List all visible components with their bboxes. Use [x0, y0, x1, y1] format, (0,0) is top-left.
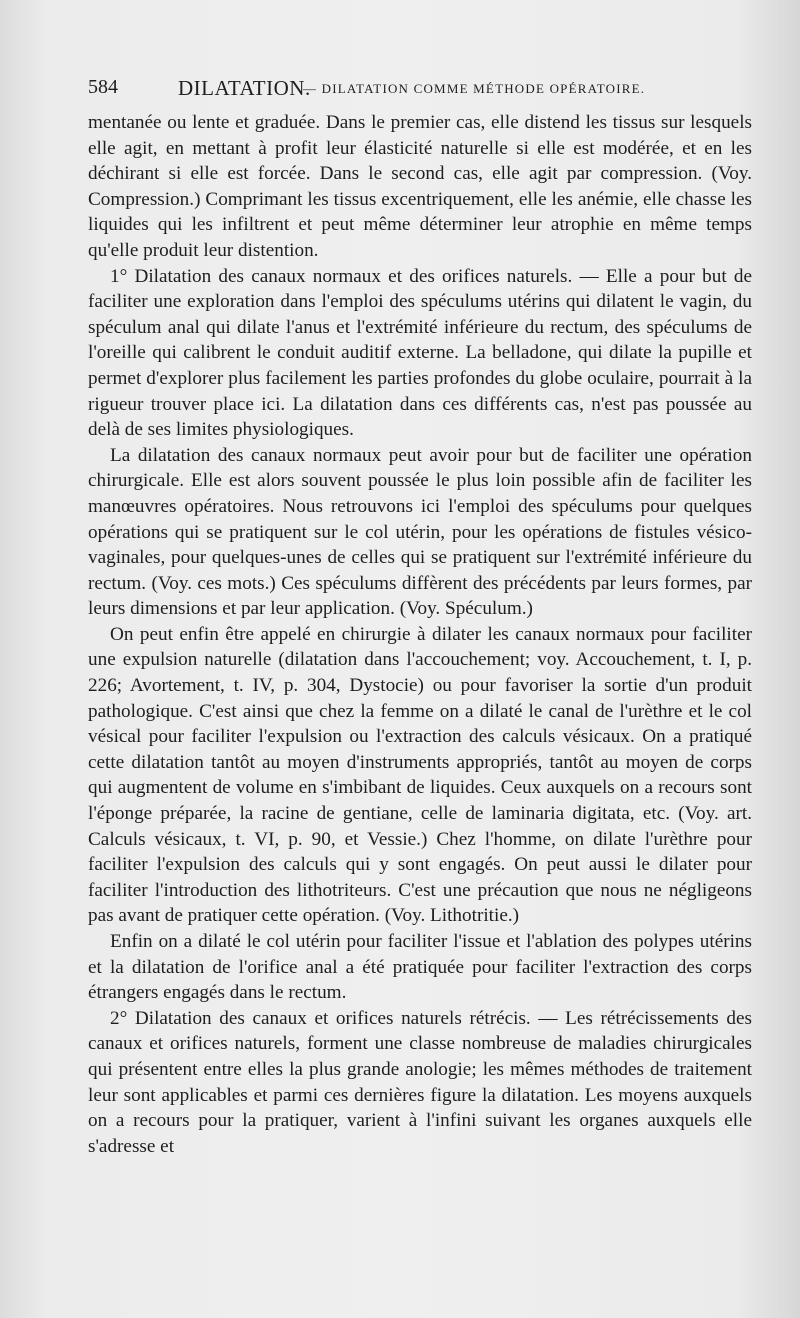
- paragraph-4: On peut enfin être appelé en chirurgie à dilater les canaux normaux pour faciliter une expulsion naturelle (dilatation dans l'accouchement; voy. Accouchement, t. I, p. 226; Avortement, t. IV, p. 304, Dystocie) ou pour favoriser la sortie d'un produit pathologique. C'est ainsi que chez la femme on a dilaté le canal de l'urèthre et le col vésical pour faciliter l'expulsion ou l'extraction des calculs vésicaux. On a pratiqué cette dilatation tantôt au moyen d'instruments appropriés, tantôt au moyen de corps qui augmentent de volume en s'imbibant de liquides. Ceux auxquels on a recours sont l'éponge préparée, la racine de gentiane, celle de laminaria digitata, etc. (Voy. art. Calculs vésicaux, t. VI, p. 90, et Vessie.) Chez l'homme, on dilate l'urèthre pour faciliter l'expulsion des calculs qui y sont engagés. On peut aussi le dilater pour faciliter l'introduction des lithotriteurs. C'est une précaution que nous ne négligeons pas avant de pratiquer cette opération. (Voy. Lithotritie.): [88, 623, 752, 927]
- page-number: 584: [88, 76, 118, 98]
- paragraph-6: 2° Dilatation des canaux et orifices naturels rétrécis. — Les rétrécissements des canaux et orifices naturels, forment une classe nombreuse de maladies chirurgicales qui présentent entre elles la plus grande anologie; les mêmes méthodes de traitement leur sont applicables et parmi ces dernières figure la dilatation. Les moyens auxquels on a recours pour la pratiquer, varient à l'infini suivant les organes auxquels elle s'adresse et: [88, 1007, 752, 1157]
- running-header: [88, 72, 758, 102]
- paragraph-1: mentanée ou lente et graduée. Dans le premier cas, elle distend les tissus sur lesquels elle agit, en mettant à profit leur élasticité naturelle si elle est modérée, et en les déchirant si elle est forcée. Dans le second cas, elle agit par compression. (Voy. Compression.) Comprimant les tissus excentriquement, elle les anémie, elle chasse les liquides qui les infiltrent et peut même déterminer leur atrophie en même temps qu'elle produit leur distention.: [88, 112, 752, 261]
- running-subtitle: — DILATATION COMME MÉTHODE OPÉRATOIRE.: [303, 81, 646, 96]
- paragraph-3: La dilatation des canaux normaux peut avoir pour but de faciliter une opération chirurgicale. Elle est alors souvent poussée le plus loin possible afin de faciliter les manœuvres opératoires. Nous retrouvons ici l'emploi des spéculums pour quelques opérations qui se pratiquent sur le col utérin, pour les opérations de fistules vésico-vaginales, pour quelques-unes de celles qui se pratiquent sur l'extrémité inférieure du rectum. (Voy. ces mots.) Ces spéculums diffèrent des précédents par leurs formes, par leurs dimensions et par leur application. (Voy. Spéculum.): [88, 444, 752, 620]
- page-body: [88, 110, 752, 1159]
- paragraph-2: 1° Dilatation des canaux normaux et des orifices naturels. — Elle a pour but de faciliter une exploration dans l'emploi des spéculums utérins qui dilatent le vagin, du spéculum anal qui dilate l'anus et l'extrémité inférieure du rectum, des spéculums de l'oreille qui calibrent le conduit auditif externe. La belladone, qui dilate la pupille et permet d'explorer plus facilement les parties profondes du globe oculaire, pourrait à la rigueur trouver place ici. La dilatation dans ces différents cas, n'est pas poussée au delà de ses limites physiologiques.: [88, 265, 752, 441]
- running-title: DILATATION.: [178, 76, 311, 100]
- paragraph-5: Enfin on a dilaté le col utérin pour faciliter l'issue et l'ablation des polypes utérins et la dilatation de l'orifice anal a été pratiquée pour faciliter l'extraction des corps étrangers engagés dans le rectum.: [88, 931, 752, 1004]
